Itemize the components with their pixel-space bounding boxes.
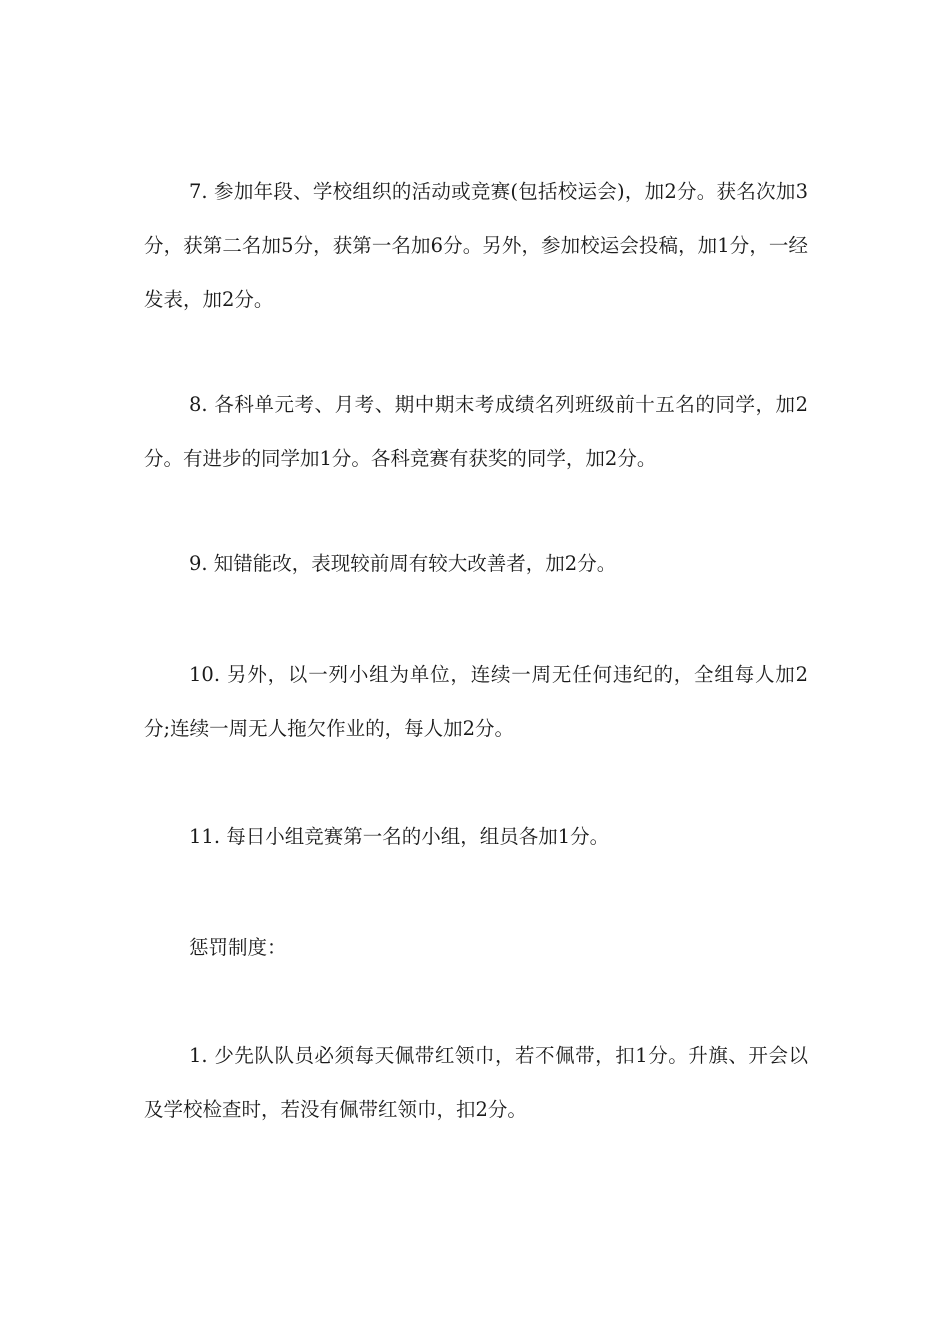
rule-item-8: 8. 各科单元考、月考、期中期末考成绩名列班级前十五名的同学，加2分。有进步的同学加1分。各科竞赛有获奖的同学，加2分。 [144,393,808,470]
section-heading-penalty: 惩罚制度： [189,936,287,959]
penalty-item-1: 1. 少先队队员必须每天佩带红领巾，若不佩带，扣1分。升旗、开会以及学校检查时，若没有佩带红领巾，扣2分。 [144,1044,808,1121]
rule-item-11: 11. 每日小组竞赛第一名的小组，组员各加1分。 [189,825,610,848]
rule-item-10: 10. 另外，以一列小组为单位，连续一周无任何违纪的，全组每人加2分;连续一周无人拖欠作业的，每人加2分。 [144,663,808,740]
rule-item-7: 7. 参加年段、学校组织的活动或竞赛(包括校运会)，加2分。获名次加3分，获第二名加5分，获第一名加6分。另外，参加校运会投稿，加1分，一经发表，加2分。 [144,180,808,311]
rule-item-9: 9. 知错能改，表现较前周有较大改善者，加2分。 [189,552,617,575]
